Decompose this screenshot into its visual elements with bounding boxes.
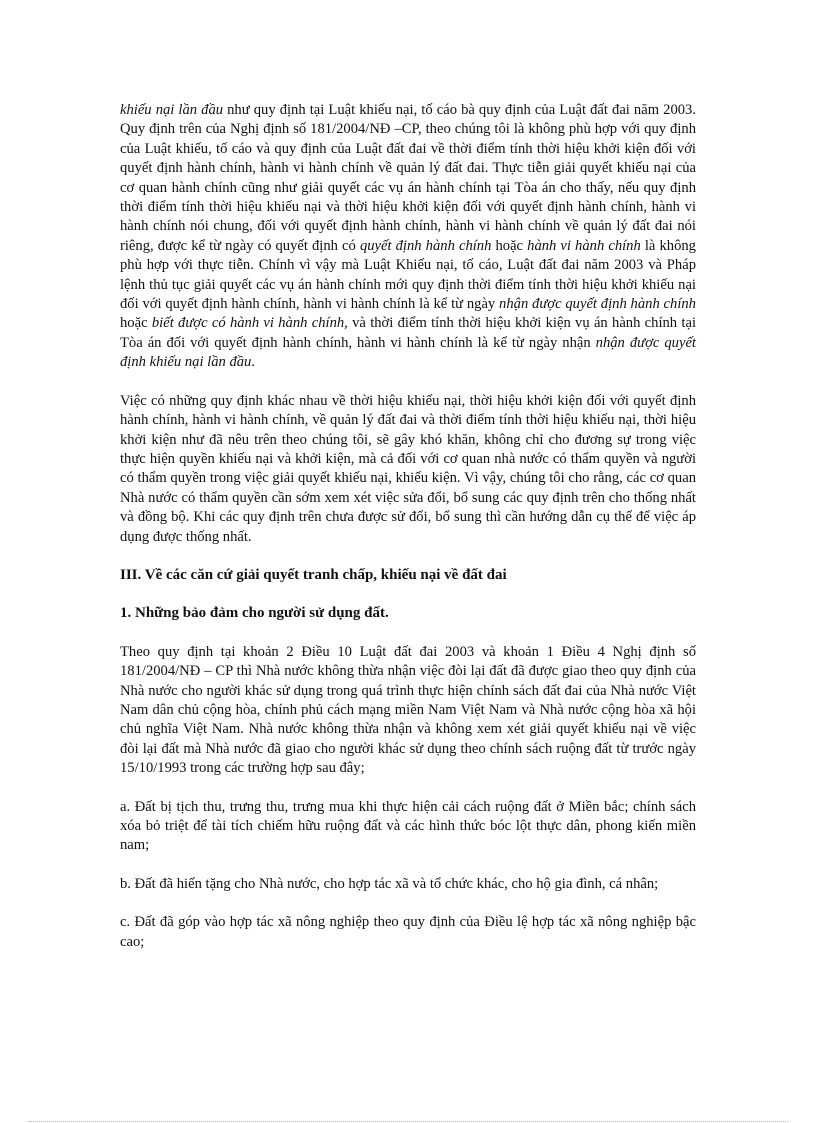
italic-phrase: nhận được quyết định khiếu nại lần đầu	[120, 334, 696, 371]
paragraph-land-policy: Theo quy định tại khoản 2 Điều 10 Luật đất đai 2003 và khoản 1 Điều 4 Nghị định số 181/2004/NĐ – CP thì Nhà nước không thừa nhận việc đòi lại đất đã được giao theo quy định của Nhà nước cho người khác sử dụng trong quá trình thực hiện chính sách đất đai của Nhà nước Việt Nam dân chủ cộng hòa, chính phủ cách mạng miền Nam Việt Nam và Nhà nước cộng hòa xã hội chủ nghĩa Việt Nam. Nhà nước không thừa nhận và không xem xét giải quyết khiếu nại về việc đòi lại đất mà Nhà nước đã giao cho người khác sử dụng theo chính sách ruộng đất từ trước ngày 15/10/1993 trong các trường hợp sau đây;	[120, 643, 696, 777]
subsection-heading-1: 1. Những bảo đảm cho người sử dụng đất.	[120, 605, 389, 622]
text-run: và thời điểm tính thời hiệu khởi kiện vụ án hành chính tại Tòa án đối với quyết định hành chính, hành vi hành chính là kể từ ngày nhận	[120, 315, 696, 351]
italic-phrase: nhận được quyết định hành chính	[499, 296, 696, 313]
text-run: là không phù hợp với thực tiễn. Chính vì vậy mà Luật Khiếu nại, tố cáo, Luật đất đai năm 2003 và Pháp lệnh thủ tục giải quyết các vụ án hành chính mới quy định thời điểm tính thời hiệu khởi khiếu nại đối với quyết định hành chính, hành vi hành chính là kể từ ngày	[120, 237, 696, 313]
paragraph-recommendation: Việc có những quy định khác nhau về thời hiệu khiếu nại, thời hiệu khởi kiện đối với quyết định hành chính, hành vi hành chính, về quản lý đất đai và thời điểm tính thời hiệu khiếu nại, thời hiệu khởi kiện như đã nêu trên theo chúng tôi, sẽ gây khó khăn, không chỉ cho đương sự trong việc thực hiện quyền khiếu nại và khởi kiện, mà cả đối với cơ quan nhà nước có thẩm quyền và người có thẩm quyền trong việc giải quyết khiếu nại, khiếu kiện. Vì vậy, chúng tôi cho rằng, các cơ quan Nhà nước có thẩm quyền cần sớm xem xét việc sửa đổi, bổ sung các quy định trên cho thống nhất và đồng bộ. Khi các quy định trên chưa được sử đổi, bổ sung thì cần hướng dẫn cụ thể để việc áp dụng được thống nhất.	[120, 392, 696, 545]
list-item-c: c. Đất đã góp vào hợp tác xã nông nghiệp theo quy định của Điều lệ hợp tác xã nông nghiệp bậc cao;	[120, 914, 696, 950]
text-run: hoặc	[491, 237, 528, 254]
text-run: hoặc	[120, 315, 152, 332]
list-item-b: b. Đất đã hiến tặng cho Nhà nước, cho hợp tác xã và tổ chức khác, cho hộ gia đình, cá nhân;	[120, 875, 659, 892]
italic-phrase: khiếu nại lần đầu	[120, 102, 224, 118]
list-item-a: a. Đất bị tịch thu, trưng thu, trưng mua khi thực hiện cải cách ruộng đất ở Miền bắc; chính sách xóa bỏ triệt để tài tích chiếm hữu ruộng đất và các hình thức bóc lột thực dân, phong kiến miền nam;	[120, 798, 696, 854]
page-bottom-divider	[28, 1121, 788, 1122]
italic-phrase: biết được có hành vi hành chính,	[151, 315, 348, 332]
paragraph-time-limit	[120, 101, 696, 373]
section-heading-iii: III. Về các căn cứ giải quyết tranh chấp, khiếu nại về đất đai	[120, 566, 507, 583]
document-page	[120, 101, 696, 952]
italic-phrase: quyết định hành chính	[359, 237, 492, 254]
italic-phrase: hành vi hành chính	[527, 237, 641, 254]
text-run: như quy định tại Luật khiếu nại, tố cáo bà quy định của Luật đất đai năm 2003. Quy định trên của Nghị định số 181/2004/NĐ –CP, theo chúng tôi là không phù hợp với quy định của Luật khiếu, tố cáo và quy định của Luật đất đai về thời điểm tính thời hiệu khởi kiện đối với quyết định hành chính, hành vi hành chính về quản lý đất đai. Thực tiễn giải quyết khiếu nại của cơ quan hành chính cũng như giải quyết các vụ án hành chính tại Tòa án cho thấy, nếu quy định thời điểm tính thời hiệu khiếu nại và thời hiệu khởi kiện đối với quyết định hành chính, hành vi hành chính nói chung, đối với quyết định hành chính, hành vi hành chính về quản lý đất đai nói riêng, được kể từ ngày có quyết định có	[120, 102, 696, 254]
text-run: .	[251, 354, 255, 371]
